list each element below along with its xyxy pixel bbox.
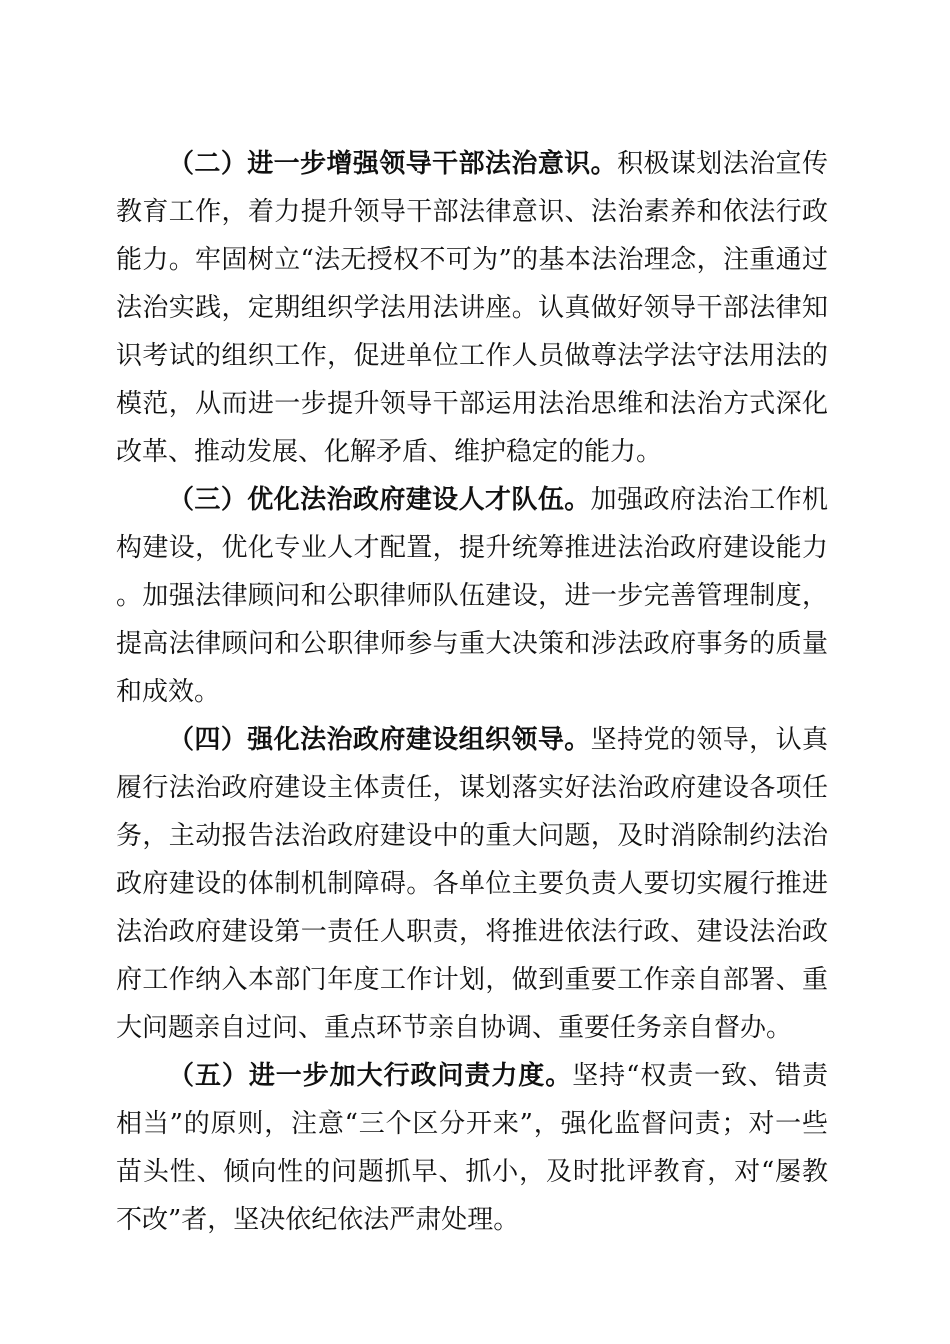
paragraph-text: 积极谋划法治宣传教育工作，着力提升领导干部法律意识、法治素养和依法行政能力。牢固树立“法无授权不可为”的基本法治理念，注重通过法治实践，定期组织学法用法讲座。认真做好领导干部法律知识考试的组织工作，促进单位工作人员做尊法学法守法用法的模范，从而进一步提升领导干部运用法治思维和法治方式深化改革、推动发展、化解矛盾、维护稳定的能力。 <box>116 149 828 467</box>
paragraph-4 <box>116 716 828 1052</box>
paragraph-2 <box>116 140 828 476</box>
paragraph-5 <box>116 1052 828 1244</box>
paragraph-3 <box>116 476 828 716</box>
paragraph-heading: （四）强化法治政府建设组织领导。 <box>168 725 591 755</box>
paragraph-heading: （二）进一步增强领导干部法治意识。 <box>168 149 618 179</box>
paragraph-text: 坚持党的领导，认真履行法治政府建设主体责任，谋划落实好法治政府建设各项任务，主动报告法治政府建设中的重大问题，及时消除制约法治政府建设的体制机制障碍。各单位主要负责人要切实履行推进法治政府建设第一责任人职责，将推进依法行政、建设法治政府工作纳入本部门年度工作计划，做到重要工作亲自部署、重大问题亲自过问、重点环节亲自协调、重要任务亲自督办。 <box>116 725 828 1043</box>
paragraph-heading: （五）进一步加大行政问责力度。 <box>168 1061 573 1091</box>
paragraph-heading: （三）优化法治政府建设人才队伍。 <box>168 485 591 515</box>
document-body <box>116 140 828 1244</box>
paragraph-text: 加强政府法治工作机构建设，优化专业人才配置，提升统筹推进法治政府建设能力。加强法律顾问和公职律师队伍建设，进一步完善管理制度，提高法律顾问和公职律师参与重大决策和涉法政府事务的质量和成效。 <box>116 485 828 707</box>
paragraph-text: 坚持“权责一致、错责相当”的原则，注意“三个区分开来”，强化监督问责；对一些苗头性、倾向性的问题抓早、抓小，及时批评教育，对“屡教不改”者，坚决依纪依法严肃处理。 <box>116 1061 828 1235</box>
